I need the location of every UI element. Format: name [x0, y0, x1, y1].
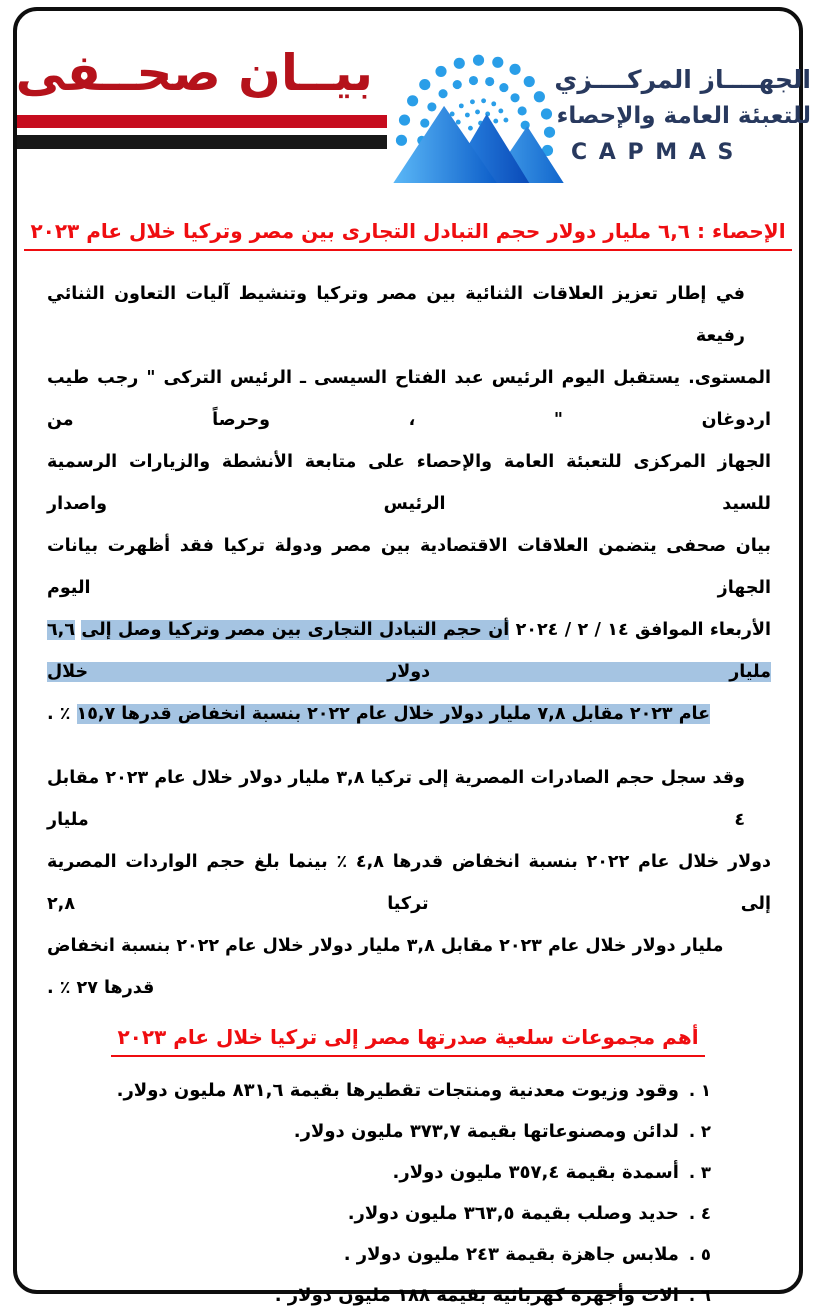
- paragraph-line: [47, 525, 771, 609]
- list-item-text: لدائن ومصنوعاتها بقيمة ٣٧٣,٧ مليون دولار.: [293, 1121, 679, 1142]
- list-item-number: ٢ .: [688, 1122, 711, 1141]
- paragraph-line: [47, 609, 771, 693]
- list-item-number: ٣ .: [688, 1163, 711, 1182]
- page-border: [13, 7, 811, 1306]
- export-list-item: [17, 1200, 711, 1228]
- paragraph-line: [47, 757, 771, 841]
- text-segment: مليار دولار خلال عام ٢٠٢٣ مقابل ٣,٨ مليار دولار خلال عام ٢٠٢٢ بنسبة انخفاض قدرها ٢٧ ٪ .: [47, 936, 724, 998]
- exports-list: [17, 1077, 711, 1310]
- export-list-item: [17, 1282, 711, 1310]
- export-list-item: [17, 1159, 711, 1187]
- list-item-text: الات وأجهزة كهربائية بقيمة ١٨٨ مليون دولار .: [274, 1285, 679, 1306]
- capmas-logo: [387, 43, 811, 187]
- text-segment: دولار خلال عام ٢٠٢٢ بنسبة انخفاض قدرها ٤,٨ ٪ بينما بلغ حجم الواردات المصرية إلى تركيا ٢,٨: [47, 852, 772, 914]
- text-segment: ٪ .: [47, 704, 77, 724]
- document-title-row: [17, 219, 799, 251]
- paragraph-line: [47, 441, 771, 525]
- capmas-logo-text: [554, 43, 811, 165]
- export-list-item: [17, 1118, 711, 1146]
- paragraph-line: [47, 357, 771, 441]
- list-item-number: ٦ .: [688, 1286, 711, 1305]
- capmas-pyramids-dots-icon: [387, 43, 565, 187]
- list-item-text: ملابس جاهزة بقيمة ٢٤٣ مليون دولار .: [343, 1244, 679, 1265]
- header: [15, 11, 811, 187]
- document-title: الإحصاء : ٦,٦ مليار دولار حجم التبادل التجارى بين مصر وتركيا خلال عام ٢٠٢٣: [24, 219, 791, 251]
- list-item-text: أسمدة بقيمة ٣٥٧,٤ مليون دولار.: [392, 1162, 679, 1183]
- list-item-number: ٤ .: [688, 1204, 711, 1223]
- text-segment: المستوى. يستقبل اليوم الرئيس عبد الفتاح السيسى ـ الرئيس التركى " رجب طيب اردوغان " ، وحرصاً من: [47, 368, 771, 430]
- document-subtitle: أهم مجموعات سلعية صدرتها مصر إلى تركيا خلال عام ٢٠٢٣: [111, 1025, 704, 1057]
- export-list-item: [17, 1077, 711, 1105]
- list-item-text: حديد وصلب بقيمة ٣٦٣,٥ مليون دولار.: [347, 1203, 679, 1224]
- highlighted-text: عام ٢٠٢٣ مقابل ٧,٨ مليار دولار خلال عام ٢٠٢٢ بنسبة انخفاض قدرها ١٥,٧: [76, 704, 711, 724]
- text-segment: بيان صحفى يتضمن العلاقات الاقتصادية بين مصر ودولة تركيا فقد أظهرت بيانات الجهاز اليوم: [47, 536, 771, 598]
- paragraph-line: [47, 925, 771, 1009]
- paragraph-line: [47, 693, 771, 735]
- list-item-number: ١ .: [688, 1081, 711, 1100]
- flag-red-stripe: [17, 115, 387, 128]
- text-segment: في إطار تعزيز العلاقات الثنائية بين مصر وتركيا وتنشيط آليات التعاون الثنائي رفيعة: [47, 284, 745, 346]
- paragraph-2: [47, 757, 771, 1009]
- press-release-title: بيــان صحــفى: [15, 44, 373, 102]
- flag-black-stripe: [17, 135, 387, 149]
- paragraph-line: [47, 841, 771, 925]
- highlighted-text: ٦,٦ مليار دولار خلال: [47, 620, 771, 682]
- paragraph-line: [47, 273, 771, 357]
- logo-name-line1: الجهــــاز المركــــزي: [554, 65, 811, 94]
- export-list-item: [17, 1241, 711, 1269]
- highlighted-text: أن حجم التبادل التجارى بين مصر وتركيا وصل إلى: [81, 620, 510, 640]
- list-item-text: وقود وزيوت معدنية ومنتجات تقطيرها بقيمة ٨٣١,٦ مليون دولار.: [116, 1080, 679, 1101]
- text-segment: الجهاز المركزى للتعبئة العامة والإحصاء على متابعة الأنشطة والزيارات الرسمية للسيد الرئيس واصدار: [47, 452, 771, 514]
- list-item-number: ٥ .: [688, 1245, 711, 1264]
- logo-pyramids: [393, 106, 563, 183]
- text-segment: وقد سجل حجم الصادرات المصرية إلى تركيا ٣,٨ مليار دولار خلال عام ٢٠٢٣ مقابل ٤ مليار: [47, 768, 745, 830]
- logo-name-line2: للتعبئة العامة والإحصاء: [556, 103, 811, 129]
- paragraph-1: [47, 273, 771, 735]
- logo-acronym: C A P M A S: [571, 140, 736, 165]
- press-release-block: [17, 35, 387, 149]
- document-subtitle-row: [17, 1025, 799, 1057]
- text-segment: الأربعاء الموافق ١٤ / ٢ / ٢٠٢٤: [509, 620, 771, 640]
